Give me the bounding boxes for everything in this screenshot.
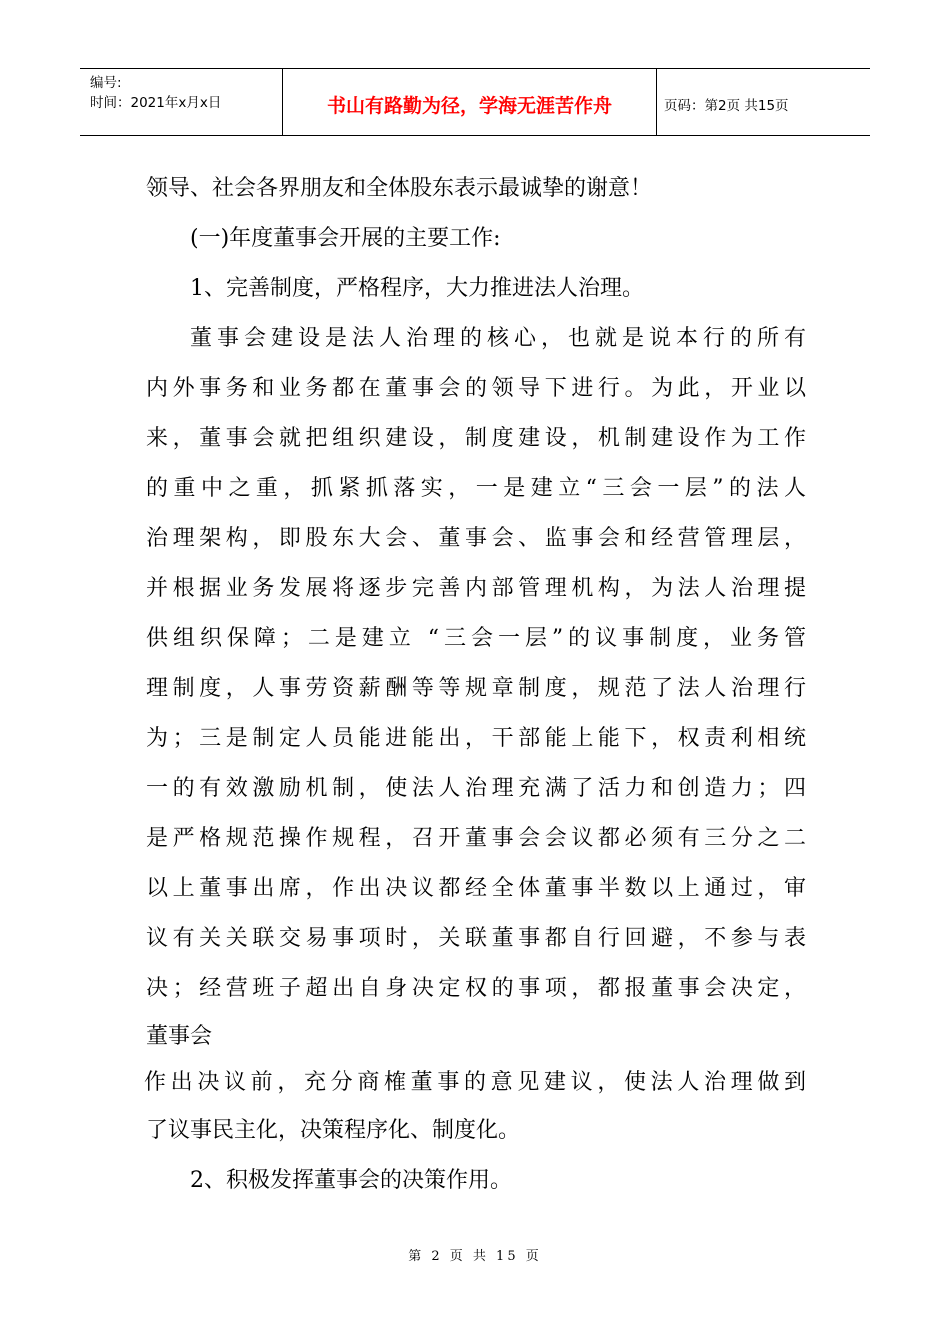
text-line: 董事会: [146, 1024, 213, 1049]
text-line: 领导、社会各界朋友和全体股东表示最诚挚的谢意！: [146, 176, 653, 201]
document-number-label: 编号:: [90, 75, 122, 91]
subsection-heading: 1、完善制度，严格程序，大力推进法人治理。: [190, 276, 644, 301]
header-page-info: 页码：第2页 共15页: [664, 98, 789, 114]
document-header: [80, 68, 870, 136]
text-line: 是严格规范操作规程，召开董事会会议都必须有三分之二: [146, 826, 806, 851]
page-footer: 第 2 页 共 15 页: [408, 1249, 542, 1264]
text-line: 内外事务和业务都在董事会的领导下进行。为此，开业以: [146, 376, 806, 401]
document-body: [146, 164, 806, 1206]
subsection-heading: 2、积极发挥董事会的决策作用。: [190, 1168, 512, 1193]
text-line: 供组织保障；二是建立 “三会一层”的议事制度，业务管: [146, 626, 806, 651]
text-line: 了议事民主化，决策程序化、制度化。: [146, 1118, 521, 1143]
header-meta: [80, 69, 283, 135]
text-line: 一的有效激励机制，使法人治理充满了活力和创造力；四: [146, 776, 806, 801]
text-line: 来，董事会就把组织建设，制度建设，机制建设作为工作: [146, 426, 806, 451]
header-motto: 书山有路勤为径，学海无涯苦作舟: [283, 69, 657, 135]
text-line: 为；三是制定人员能进能出，干部能上能下，权责利相统: [146, 726, 806, 751]
text-line: 决；经营班子超出自身决定权的事项，都报董事会决定，: [146, 976, 806, 1001]
section-heading: (一)年度董事会开展的主要工作:: [190, 226, 501, 251]
text-line: 作出决议前，充分商榷董事的意见建议，使法人治理做到: [144, 1070, 806, 1095]
document-time-label: 时间：2021年x月x日: [90, 95, 222, 111]
text-line: 议有关关联交易事项时，关联董事都自行回避，不参与表: [146, 926, 806, 951]
text-line: 并根据业务发展将逐步完善内部管理机构，为法人治理提: [146, 576, 806, 601]
text-line: 董事会建设是法人治理的核心，也就是说本行的所有: [190, 326, 806, 351]
text-line: 的重中之重，抓紧抓落实，一是建立“三会一层”的法人: [146, 476, 806, 501]
text-line: 以上董事出席，作出决议都经全体董事半数以上通过，审: [146, 876, 806, 901]
text-line: 理制度，人事劳资薪酬等等规章制度，规范了法人治理行: [146, 676, 806, 701]
text-line: 治理架构，即股东大会、董事会、监事会和经营管理层，: [146, 526, 806, 551]
